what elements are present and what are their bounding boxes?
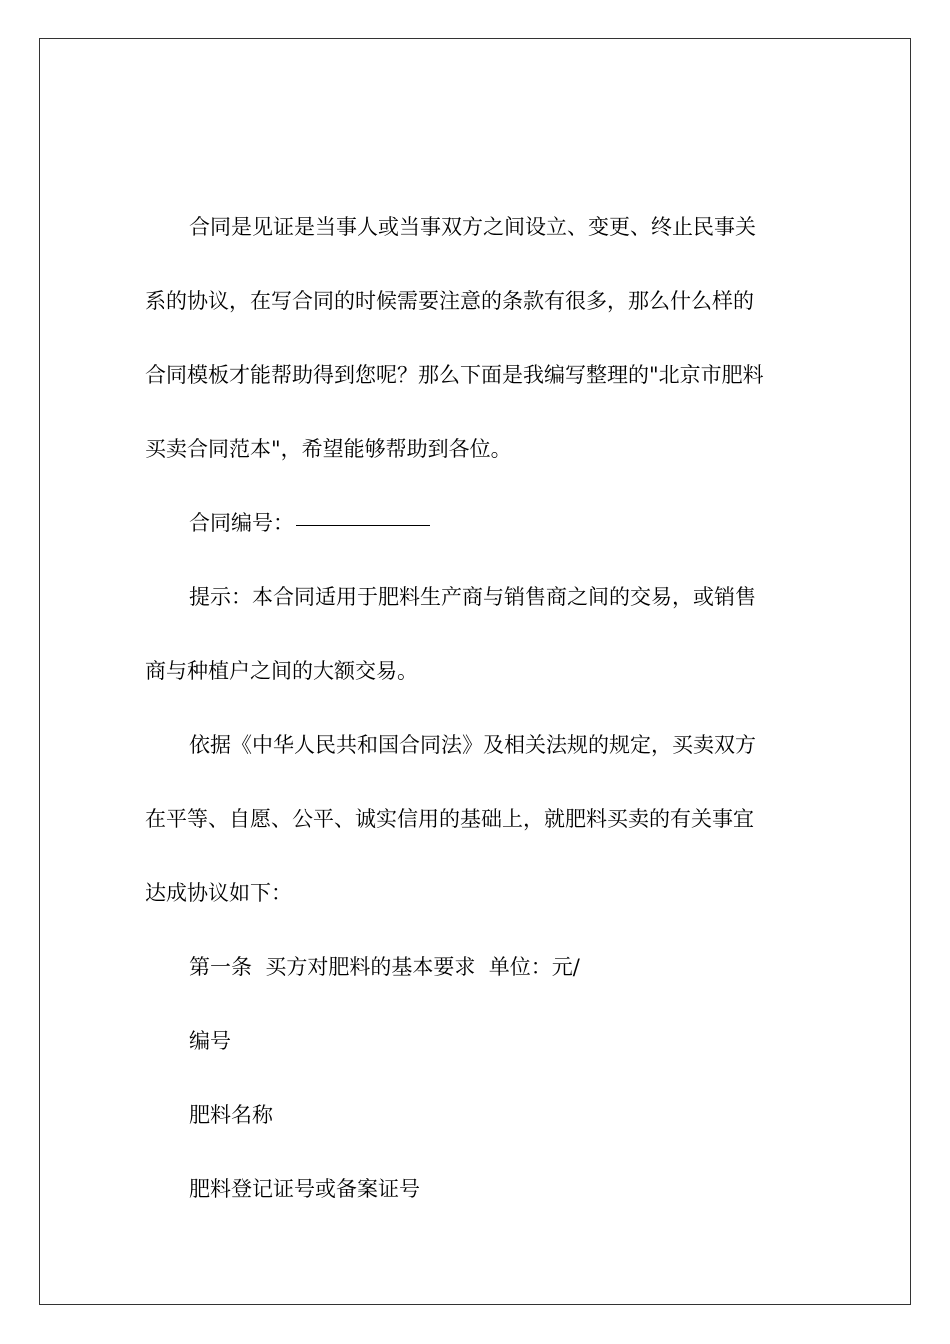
tip-line-1: 提示：本合同适用于肥料生产商与销售商之间的交易，或销售 <box>189 585 756 609</box>
field-registration-number: 肥料登记证号或备案证号 <box>189 1177 420 1201</box>
basis-line-3: 达成协议如下： <box>145 881 292 905</box>
document-body <box>145 190 805 1226</box>
contract-number-label: 合同编号： <box>189 511 294 535</box>
tip-line-2: 商与种植户之间的大额交易。 <box>145 659 418 683</box>
intro-line-2: 系的协议，在写合同的时候需要注意的条款有很多，那么什么样的 <box>145 289 754 313</box>
article-1-heading: 第一条 买方对肥料的基本要求 单位：元/ <box>189 955 580 979</box>
contract-number-blank <box>296 524 430 526</box>
contract-number-line <box>145 486 805 560</box>
basis-line-1: 依据《中华人民共和国合同法》及相关法规的规定，买卖双方 <box>189 733 756 757</box>
basis-line-2: 在平等、自愿、公平、诚实信用的基础上，就肥料买卖的有关事宜 <box>145 807 754 831</box>
intro-line-4: 买卖合同范本"，希望能够帮助到各位。 <box>145 437 512 461</box>
field-number: 编号 <box>189 1029 231 1053</box>
intro-line-3: 合同模板才能帮助得到您呢？那么下面是我编写整理的"北京市肥料 <box>145 363 764 387</box>
field-fertilizer-name: 肥料名称 <box>189 1103 273 1127</box>
intro-line-1: 合同是见证是当事人或当事双方之间设立、变更、终止民事关 <box>189 215 756 239</box>
